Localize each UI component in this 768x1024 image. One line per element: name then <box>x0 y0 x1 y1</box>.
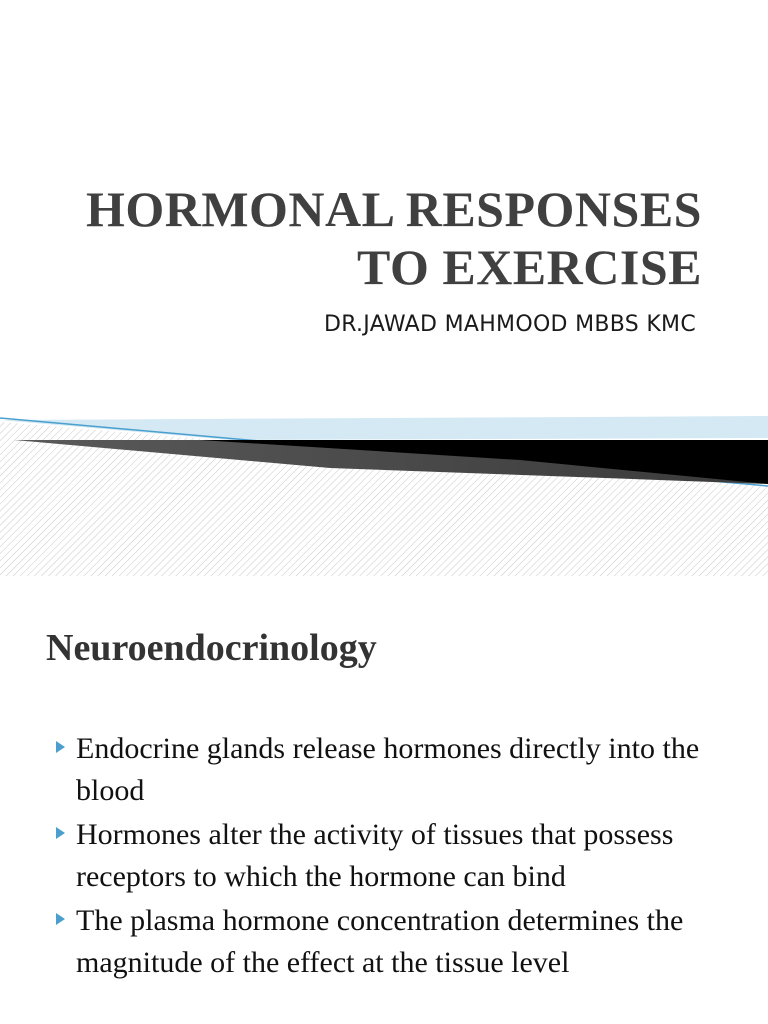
slide-title-line-1: HORMONAL RESPONSES <box>85 181 702 237</box>
slide-subtitle: DR.JAWAD MAHMOOD MBBS KMC <box>323 312 696 337</box>
bullet-text: Hormones alter the activity of tissues that possess receptors to which the hormone can bind <box>76 818 674 893</box>
decorative-band-graphic <box>0 412 768 576</box>
bullet-text: The plasma hormone concentration determines the magnitude of the effect at the tissue level <box>76 904 684 979</box>
bullet-arrow-icon <box>56 913 65 925</box>
bullet-item <box>56 728 736 812</box>
content-heading: Neuroendocrinology <box>46 627 377 669</box>
bullet-item <box>56 814 736 898</box>
slide-title <box>22 180 702 296</box>
content-slide <box>0 576 768 1024</box>
bullet-arrow-icon <box>56 827 65 839</box>
bullet-list <box>56 728 736 986</box>
bullet-arrow-icon <box>56 741 65 753</box>
bullet-text: Endocrine glands release hormones directly into the blood <box>76 732 700 807</box>
bullet-item <box>56 900 736 984</box>
title-block <box>22 180 702 296</box>
slide-title-line-2: TO EXERCISE <box>357 239 702 295</box>
